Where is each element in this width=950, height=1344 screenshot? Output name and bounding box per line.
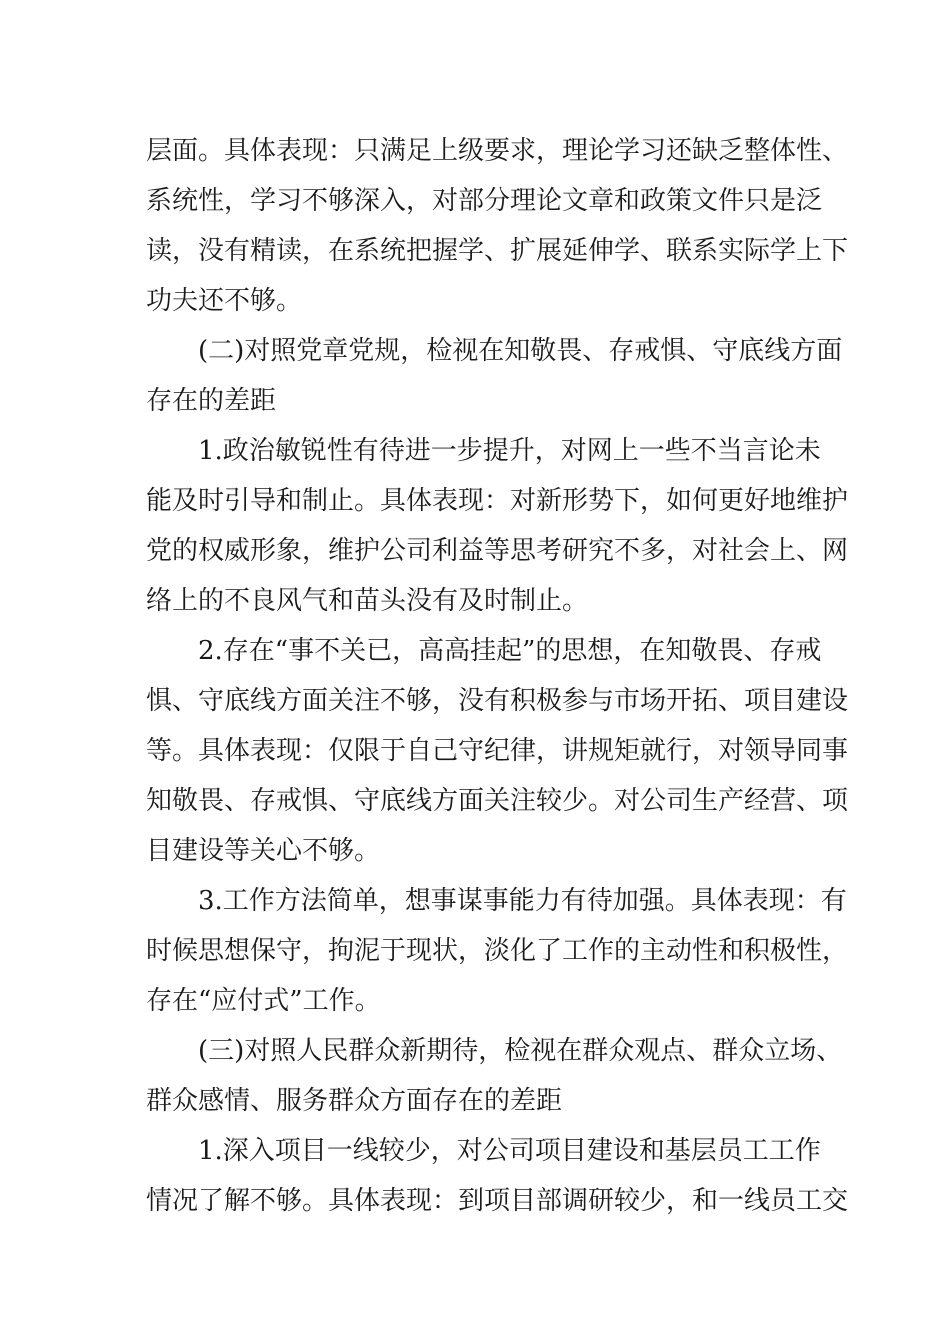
section-heading-line: (二)对照党章党规，检视在知敬畏、存戒惧、守底线方面 [198, 336, 843, 366]
text-line: 1.政治敏锐性有待进一步提升，对网上一些不当言论未 [198, 436, 821, 466]
text-line: 情况了解不够。具体表现：到项目部调研较少，和一线员工交 [146, 1186, 849, 1216]
text-line: 读，没有精读，在系统把握学、扩展延伸学、联系实际学上下 [146, 236, 849, 266]
text-line: 络上的不良风气和苗头没有及时制止。 [146, 586, 589, 616]
section-heading-line: (三)对照人民群众新期待，检视在群众观点、群众立场、 [198, 1036, 843, 1066]
text-line: 功夫还不够。 [146, 286, 303, 316]
document-body [146, 126, 849, 1226]
text-line: 知敬畏、存戒惧、守底线方面关注较少。对公司生产经营、项 [146, 786, 849, 816]
section-heading-line: 存在的差距 [146, 386, 277, 416]
text-line: 目建设等关心不够。 [146, 836, 381, 866]
text-line: 惧、守底线方面关注不够，没有积极参与市场开拓、项目建设 [146, 686, 849, 716]
text-line: 层面。具体表现：只满足上级要求，理论学习还缺乏整体性、 [146, 136, 849, 166]
section-heading-line: 群众感情、服务群众方面存在的差距 [146, 1086, 563, 1116]
text-line: 2.存在“事不关已，高高挂起”的思想，在知敬畏、存戒 [198, 636, 822, 666]
text-line: 1.深入项目一线较少，对公司项目建设和基层员工工作 [198, 1136, 821, 1166]
text-line: 能及时引导和制止。具体表现：对新形势下，如何更好地维护 [146, 486, 849, 516]
text-line: 3.工作方法简单，想事谋事能力有待加强。具体表现：有 [198, 886, 847, 916]
text-line: 系统性，学习不够深入，对部分理论文章和政策文件只是泛 [146, 186, 823, 216]
text-line: 存在“应付式”工作。 [146, 986, 381, 1016]
text-line: 时候思想保守，拘泥于现状，淡化了工作的主动性和积极性， [146, 936, 849, 966]
text-line: 党的权威形象，维护公司利益等思考研究不多，对社会上、网 [146, 536, 849, 566]
text-line: 等。具体表现：仅限于自己守纪律，讲规矩就行，对领导同事 [146, 736, 849, 766]
